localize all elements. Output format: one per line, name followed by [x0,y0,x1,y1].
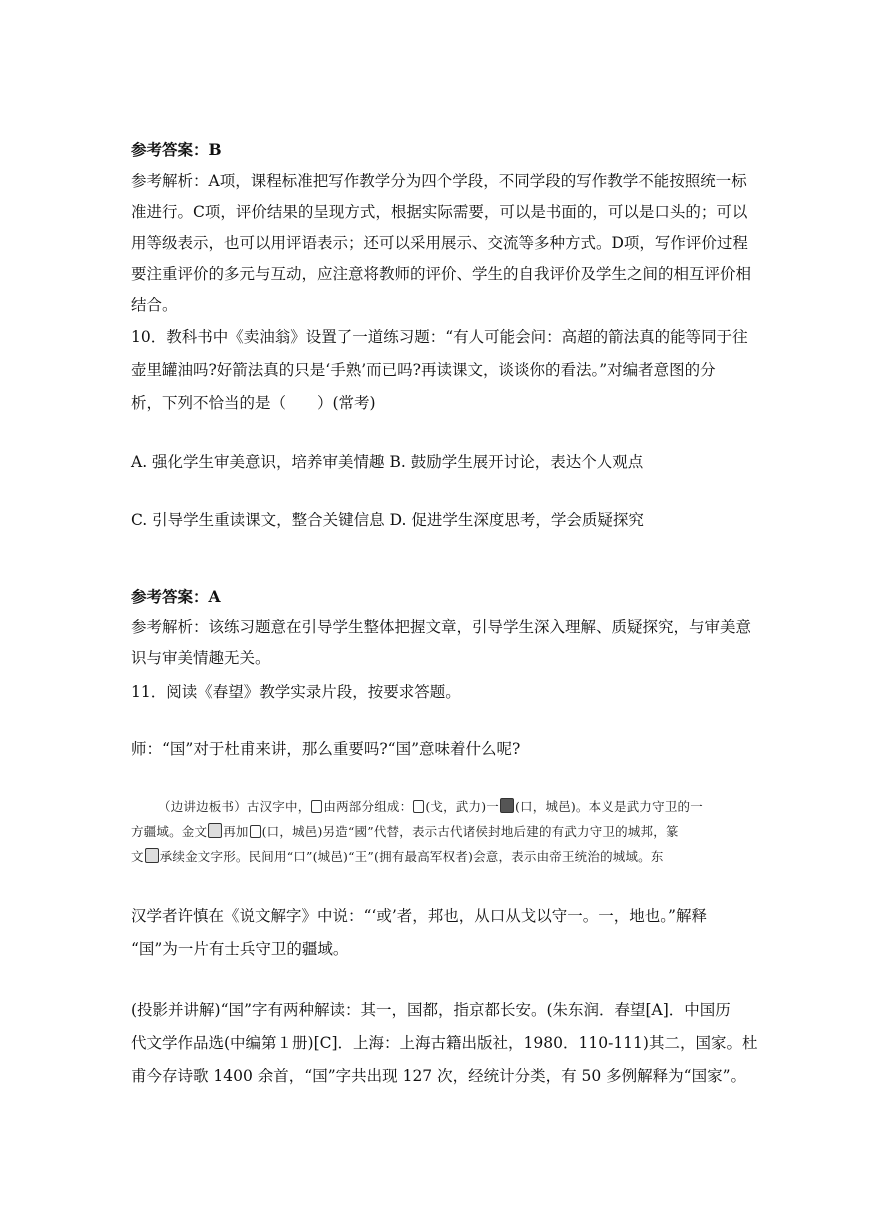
ancient-character-icon [250,825,261,838]
scan-text: (戈，武力)一 [425,799,499,814]
scan-text: 方疆域。金文 [131,824,208,839]
q10-analysis-line: 参考解析：该练习题意在引导学生整体把握文章，引导学生深入理解、质疑探究，与审美意 [131,618,752,636]
q11-para1-line: “国”为一片有士兵守卫的疆域。 [131,940,349,958]
q9-analysis-line: 要注重评价的多元与互动，应注意将教师的评价、学生的自我评价及学生之间的相互评价相 [131,265,752,283]
scan-text: （边讲边板书）古汉字中， [158,799,311,814]
q10-stem-line: 10．教科书中《卖油翁》设置了一道练习题：“有人可能会问：高超的箭法真的能等同于往 [131,328,748,346]
scan-text: (口，城邑)另造“國”代替，表示古代诸侯封地后建的有武力守卫的城邦，篆 [261,824,679,839]
q10-stem-line: 壶里罐油吗?好箭法真的只是‘手熟’而已吗?再读课文，谈谈你的看法。”对编者意图的分 [131,361,716,379]
ancient-character-icon [413,800,424,813]
q9-analysis-line: 结合。 [131,296,178,314]
scan-text: 承续金文字形。民间用“口”(城邑)“王”(拥有最高军权者)会意，表示由帝王统治的城域。东 [159,849,664,864]
scan-text: 再加 [223,824,249,839]
q11-para1-line: 汉学者许慎在《说文解字》中说：“‘或’者，邦也，从口从戈以守一。一，地也。”解释 [131,907,707,925]
q11-para2-line: 甫今存诗歌 1400 余首，“国”字共出现 127 次，经统计分类，有 50 多例解释为“国家”。 [131,1067,747,1085]
ancient-character-icon [500,798,514,813]
scan-text: (口，城邑)。本义是武力守卫的一 [514,799,703,814]
ancient-character-icon [208,823,222,838]
q10-option-line: A. 强化学生审美意识，培养审美情趣 B. 鼓励学生展开讨论，表达个人观点 [131,453,644,471]
q11-para2-line: (投影并讲解)“国”字有两种解读：其一，国都，指京都长安。(朱东润．春望[A]．中国历 [131,1001,731,1019]
q10-analysis-line: 识与审美情趣无关。 [131,649,271,667]
q11-teacher-line: 师：“国”对于杜甫来讲，那么重要吗?“国”意味着什么呢? [131,740,521,758]
q10-option-line: C. 引导学生重读课文，整合关键信息 D. 促进学生深度思考，学会质疑探究 [131,511,644,529]
q11-para2-line: 代文学作品选(中编第１册)[C]．上海：上海古籍出版社，1980．110-111)其二，国家。杜 [131,1034,758,1052]
scan-text: 由两部分组成： [323,799,413,814]
q9-analysis-line: 参考解析：A项，课程标准把写作教学分为四个学段，不同学段的写作教学不能按照统一标 [131,172,747,190]
q9-answer: 参考答案：B [131,140,222,159]
q11-stem: 11．阅读《春望》教学实录片段，按要求答题。 [131,683,461,701]
ancient-character-icon [311,800,322,813]
q9-analysis-line: 准进行。C项，评价结果的呈现方式，根据实际需要，可以是书面的，可以是口头的；可以 [131,203,748,221]
q9-analysis-line: 用等级表示，也可以用评语表示；还可以采用展示、交流等多种方式。D项，写作评价过程 [131,234,748,252]
q10-stem-line: 析，下列不恰当的是（ ）(常考) [131,394,376,412]
q10-answer: 参考答案：A [131,587,221,606]
scan-text: 文 [131,849,144,864]
ancient-character-icon [145,848,159,863]
